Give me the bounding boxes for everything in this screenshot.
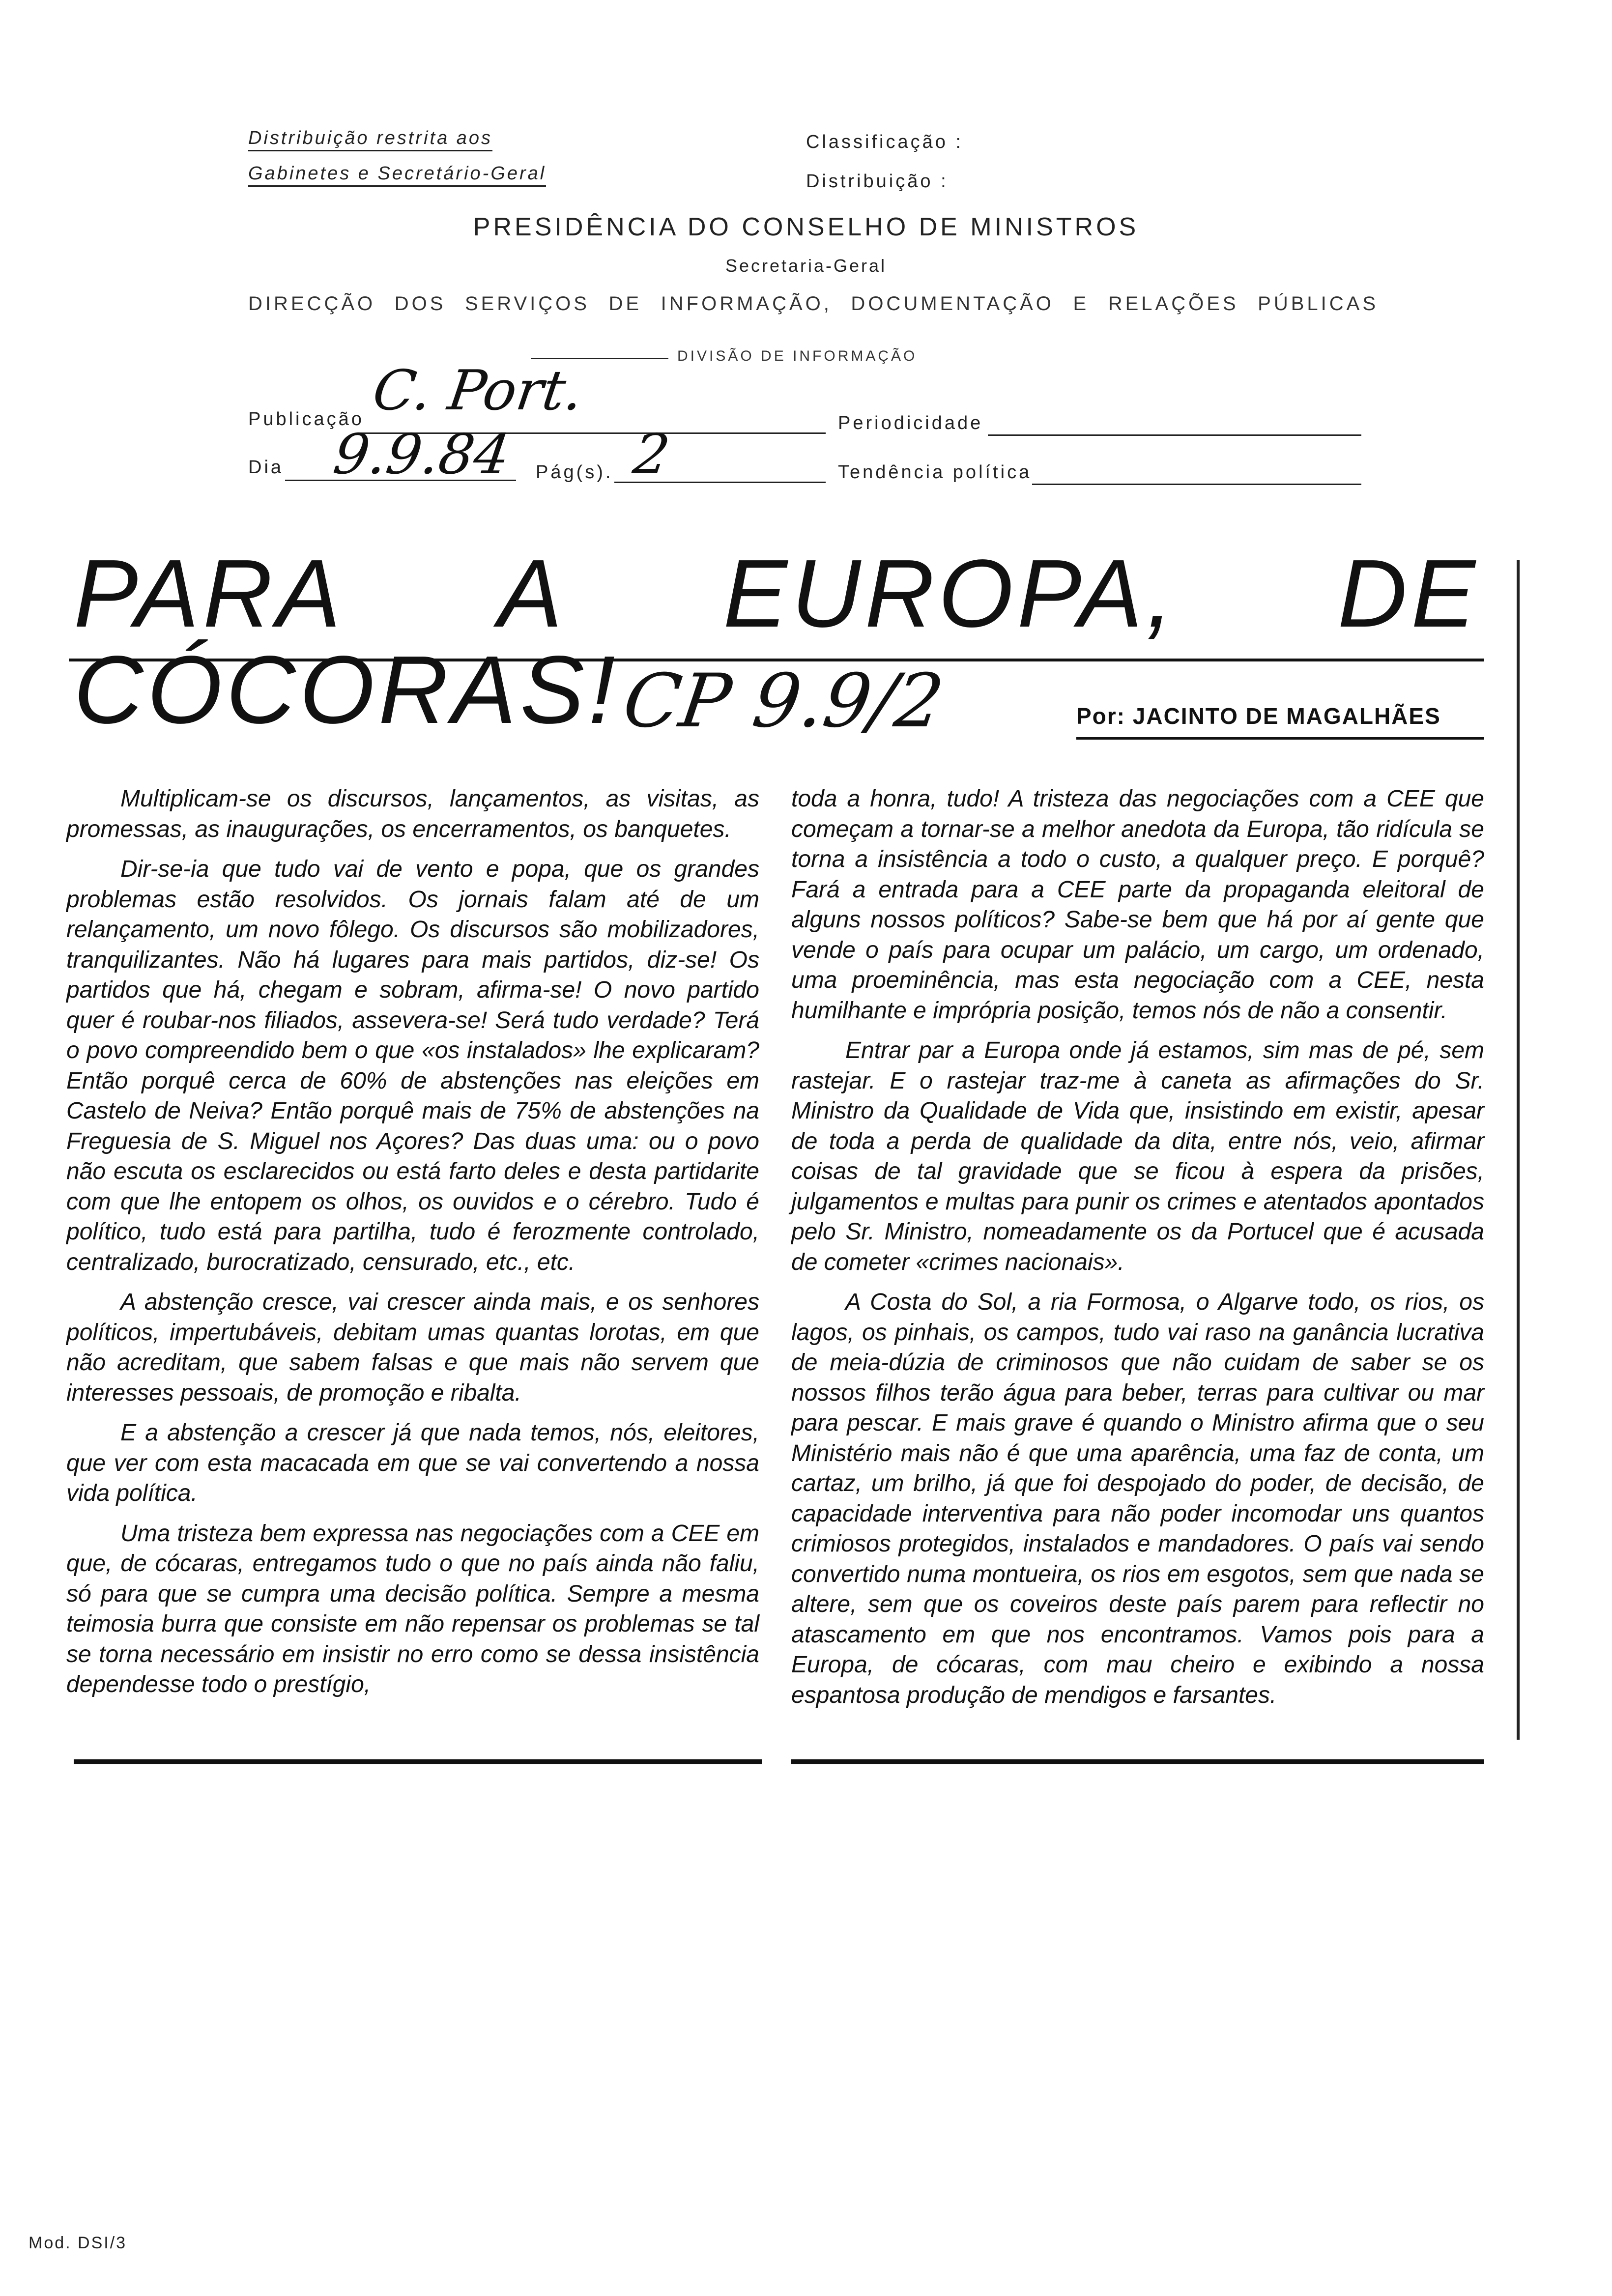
periodicidade-label: Periodicidade [838,413,983,433]
presidencia-heading: PRESIDÊNCIA DO CONSELHO DE MINISTROS [473,213,1139,241]
left-bottom-rule [74,1759,762,1764]
divisao-label: DIVISÃO DE INFORMAÇÃO [677,348,918,364]
right-paragraph-1: toda a honra, tudo! A tristeza das negociações com a CEE que começam a tornar-se a melhor anedota da Europa, tão ridícula se torna a insistência a todo o custo, a qualquer preço. E porquê? Fará a entrada para a CEE parte da propaganda eleitoral de alguns nossos políticos? Sabe-se bem que há por aí gente que vende o país para ocupar um palácio, um cargo, um ordenado, uma proeminência, mas esta negociação com a CEE, nesta humilhante e imprópria posição, temos nós de não a consentir. [791,786,1484,1024]
byline-rule [1076,737,1484,740]
article-byline: Por: JACINTO DE MAGALHÃES [1076,703,1441,729]
tendencia-field-line [1032,484,1361,485]
margin-marker-bar [1517,560,1520,1740]
distribuicao-label: Distribuição : [806,171,949,192]
left-paragraph-5: Uma tristeza bem expressa nas negociações com a CEE em que, de cócaras, entregamos tudo o que no país ainda não faliu, só para que se cumpra uma decisão política. Sempre a mesma teimosia burra que consiste em não repensar os problemas se tal se torna necessário em insistir no erro como se dessa insistência dependesse todo o prestígio, [66,1520,759,1697]
right-paragraph-3: A Costa do Sol, a ria Formosa, o Algarve todo, os rios, os lagos, os pinhais, os campos, tudo vai raso na ganância lucrativa de meia-dúzia de criminosos que não cuidam de saber se os nossos filhos terão água para beber, terras para cultivar ou mar para pescar. E mais grave é quando o Ministro afirma que o seu Ministério mais não é que uma aparência, uma faz de conta, um cartaz, um brilho, já que foi despojado do poder, de decisão, de capacidade interventiva para não poder incomodar uns quantos crimiosos protegidos, instalados e mandadores. O país vai sendo convertido numa montueira, os rios em esgotos, sem que nada se altere, sem que os coveiros deste país parem para reflectir no atascamento em que nos encontramos. Vamos pois para a Europa, de cócaras, com mau cheiro e exibindo a nossa espantosa produção de mendigos e farsantes. [791,1289,1484,1708]
form-code: Mod. DSI/3 [29,2234,127,2252]
secretaria-heading: Secretaria-Geral [725,256,887,276]
tendencia-label: Tendência política [838,462,1032,483]
publicacao-handwritten-value: C. Port. [369,359,587,423]
classificacao-label: Classificação : [806,132,963,152]
pags-handwritten-value: 2 [629,423,674,487]
pags-label: Pág(s). [536,462,613,483]
periodicidade-field-line [988,434,1361,436]
article-headline: PARA A EUROPA, DE CÓCORAS! [74,540,1479,744]
article-right-column [791,784,1484,1720]
direccao-heading: DIRECÇÃO DOS SERVIÇOS DE INFORMAÇÃO, DOCUMENTAÇÃO E RELAÇÕES PÚBLICAS [248,293,1379,315]
left-paragraph-2: Dir-se-ia que tudo vai de vento e popa, que os grandes problemas estão resolvidos. Os jornais falam até de um relançamento, um novo fôlego. Os discursos são mobilizadores, tranquilizantes. Não há lugares para mais partidos, diz-se! Os partidos que há, chegam e sobram, afirma-se! O novo partido quer é roubar-nos filiados, assevera-se! Será tudo verdade? Terá o povo compreendido bem o que «os instalados» lhe explicaram? Então porquê cerca de 60% de abstenções nas eleições em Castelo de Neiva? Então porquê mais de 75% de abstenções na Freguesia de S. Miguel nos Açores? Das duas uma: ou o povo não escuta os esclarecidos ou está farto deles e desta partidarite com que lhe entopem os olhos, os ouvidos e o cérebro. Tudo é político, tudo está para partilha, tudo é ferozmente controlado, centralizado, burocratizado, censurado, etc., etc. [66,856,759,1275]
publicacao-label: Publicação [248,409,364,430]
dia-handwritten-value: 9.9.84 [329,423,514,487]
right-paragraph-2: Entrar par a Europa onde já estamos, sim mas de pé, sem rastejar. E o rastejar traz-me à caneta as afirmações do Sr. Ministro da Qualidade de Vida que, insistindo em existir, apesar de toda a perda de qualidade da dita, entre nós, veio, afirmar coisas de tal gravidade que se ficou à espera da prisões, julgamentos e multas para punir os crimes e atentados apontados pelo Sr. Ministro, nomeadamente os da Portucel que é acusada de cometer «crimes nacionais». [791,1037,1484,1275]
dia-label: Dia [248,457,284,478]
distribution-note-line1: Distribuição restrita aos [248,128,492,151]
article-left-column [66,784,759,1710]
left-paragraph-1: Multiplicam-se os discursos, lançamentos, as visitas, as promessas, as inaugurações, os encerramentos, os banquetes. [66,786,759,842]
right-bottom-rule [791,1759,1484,1764]
distribution-note-line2: Gabinetes e Secretário-Geral [248,163,546,187]
left-paragraph-4: E a abstenção a crescer já que nada temos, nós, eleitores, que ver com esta macacada em que se vai convertendo a nossa vida política. [66,1420,759,1506]
left-paragraph-3: A abstenção cresce, vai crescer ainda mais, e os senhores políticos, impertubáveis, debitam umas quantas lorotas, em que não acreditam, que sabem falsas e que mais não servem que interesses pessoais, de promoção e ribalta. [66,1289,759,1406]
archive-handwritten-mark: CP 9.9/2 [618,659,949,744]
